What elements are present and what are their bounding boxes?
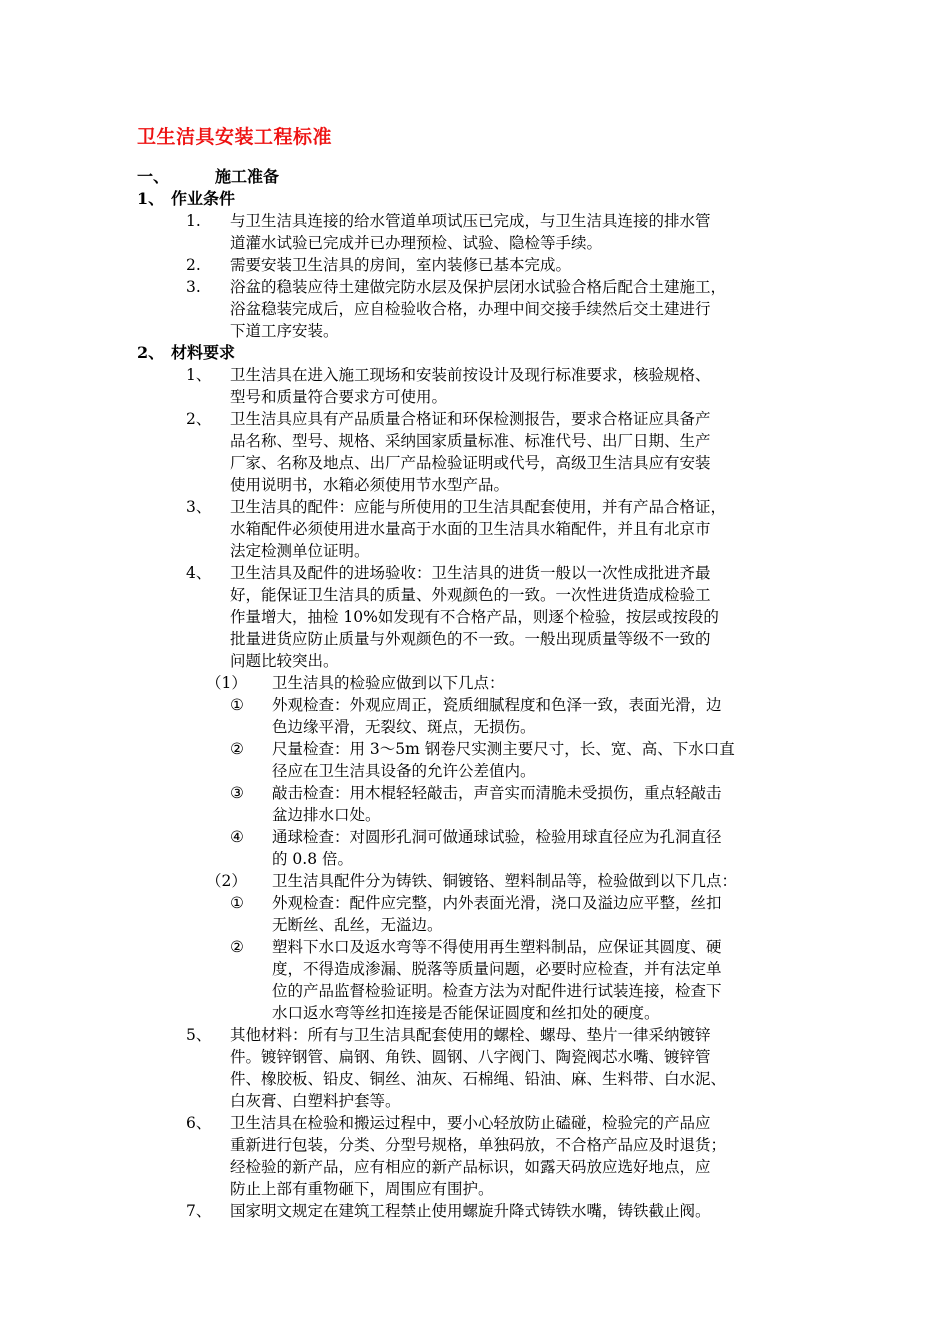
item-text-line: 尺量检查：用 3～5m 钢卷尺实测主要尺寸，长、宽、高、下水口直 — [272, 740, 735, 758]
subsection-label: 作业条件 — [171, 189, 236, 208]
item-text-line: 件。镀锌钢管、扁钢、角铁、圆钢、八字阀门、陶瓷阀芯水嘴、镀锌管 — [230, 1048, 711, 1066]
section-number: 一、 — [137, 167, 170, 186]
item-text-line: 卫生洁具在进入施工现场和安装前按设计及现行标准要求，核验规格、 — [230, 366, 711, 384]
item-text-line: 卫生洁具的检验应做到以下几点： — [272, 674, 505, 692]
item-number: ③ — [230, 784, 244, 802]
item-text-line: 位的产品监督检验证明。检查方法为对配件进行试装连接，检查下 — [272, 982, 722, 1000]
item-text-line: 卫生洁具应具有产品质量合格证和环保检测报告，要求合格证应具备产 — [230, 410, 711, 428]
item-text-line: 浴盆的稳装应待土建做完防水层及保护层闭水试验合格后配合土建施工， — [230, 278, 727, 296]
item-text-line: 卫生洁具在检验和搬运过程中，要小心轻放防止磕碰，检验完的产品应 — [230, 1114, 711, 1132]
item-number: ② — [230, 938, 244, 956]
subsection-number: 1、 — [137, 189, 165, 208]
item-text-line: 卫生洁具配件分为铸铁、铜镀铬、塑料制品等，检验做到以下几点： — [272, 872, 738, 890]
item-number: 1、 — [186, 366, 212, 384]
item-text-line: 卫生洁具及配件的进场验收：卫生洁具的进货一般以一次性成批进齐最 — [230, 564, 711, 582]
item-number: 5、 — [186, 1026, 212, 1044]
item-text-line: 卫生洁具的配件：应能与所使用的卫生洁具配套使用，并有产品合格证， — [230, 498, 727, 516]
item-number: （2） — [206, 872, 247, 890]
item-number: 4、 — [186, 564, 212, 582]
item-text-line: 需要安装卫生洁具的房间，室内装修已基本完成。 — [230, 256, 572, 274]
item-text-line: 件、橡胶板、铅皮、铜丝、油灰、石棉绳、铅油、麻、生料带、白水泥、 — [230, 1070, 727, 1088]
subsection-label: 材料要求 — [171, 343, 236, 362]
item-text-line: 防止上部有重物砸下，周围应有围护。 — [230, 1180, 494, 1198]
item-text-line: 外观检查：外观应周正，瓷质细腻程度和色泽一致，表面光滑，边 — [272, 696, 722, 714]
item-text-line: 批量进货应防止质量与外观颜色的不一致。一般出现质量等级不一致的 — [230, 630, 711, 648]
item-text-line: 型号和质量符合要求方可使用。 — [230, 388, 448, 406]
item-text-line: 问题比较突出。 — [230, 652, 339, 670]
item-text-line: 的 0.8 倍。 — [272, 850, 354, 868]
item-text-line: 无断丝、乱丝，无溢边。 — [272, 916, 443, 934]
item-text-line: 法定检测单位证明。 — [230, 542, 370, 560]
subsection-heading-materials — [137, 342, 235, 364]
item-number: 3. — [186, 278, 201, 296]
item-text-line: 好，能保证卫生洁具的质量、外观颜色的一致。一次性进货造成检验工 — [230, 586, 711, 604]
item-number: ① — [230, 894, 244, 912]
item-text-line: 其他材料：所有与卫生洁具配套使用的螺栓、螺母、垫片一律采纳镀锌 — [230, 1026, 711, 1044]
item-number: 1. — [186, 212, 201, 230]
item-text-line: 塑料下水口及返水弯等不得使用再生塑料制品，应保证其圆度、硬 — [272, 938, 722, 956]
item-text-line: 通球检查：对圆形孔洞可做通球试验，检验用球直径应为孔洞直径 — [272, 828, 722, 846]
item-number: 2、 — [186, 410, 212, 428]
item-number: ② — [230, 740, 244, 758]
subsection-number: 2、 — [137, 343, 165, 362]
item-text-line: 度，不得造成渗漏、脱落等质量问题，必要时应检查，并有法定单 — [272, 960, 722, 978]
item-number: 6、 — [186, 1114, 212, 1132]
item-text-line: 作量增大，抽检 10%如发现有不合格产品，则逐个检验，按层或按段的 — [230, 608, 719, 626]
item-number: （1） — [206, 674, 247, 692]
item-text-line: 下道工序安装。 — [230, 322, 339, 340]
item-text-line: 色边缘平滑，无裂纹、斑点，无损伤。 — [272, 718, 536, 736]
item-text-line: 品名称、型号、规格、采纳国家质量标准、标准代号、出厂日期、生产 — [230, 432, 711, 450]
item-text-line: 经检验的新产品，应有相应的新产品标识，如露天码放应选好地点，应 — [230, 1158, 711, 1176]
item-number: 7、 — [186, 1202, 212, 1220]
item-number: 2. — [186, 256, 201, 274]
item-text-line: 盆边排水口处。 — [272, 806, 381, 824]
subsection-heading-conditions — [137, 188, 235, 210]
item-number: 3、 — [186, 498, 212, 516]
item-text-line: 径应在卫生洁具设备的允许公差值内。 — [272, 762, 536, 780]
item-number: ① — [230, 696, 244, 714]
section-label: 施工准备 — [215, 167, 280, 186]
item-text-line: 白灰膏、白塑料护套等。 — [230, 1092, 401, 1110]
item-text-line: 浴盆稳装完成后，应自检验收合格，办理中间交接手续然后交土建进行 — [230, 300, 711, 318]
item-text-line: 水口返水弯等丝扣连接是否能保证圆度和丝扣处的硬度。 — [272, 1004, 660, 1022]
item-text-line: 国家明文规定在建筑工程禁止使用螺旋升降式铸铁水嘴，铸铁截止阀。 — [230, 1202, 711, 1220]
item-text-line: 与卫生洁具连接的给水管道单项试压已完成，与卫生洁具连接的排水管 — [230, 212, 711, 230]
item-text-line: 水箱配件必须使用进水量高于水面的卫生洁具水箱配件，并且有北京市 — [230, 520, 711, 538]
item-text-line: 厂家、名称及地点、出厂产品检验证明或代号，高级卫生洁具应有安装 — [230, 454, 711, 472]
item-text-line: 使用说明书，水箱必须使用节水型产品。 — [230, 476, 510, 494]
item-text-line: 外观检查：配件应完整，内外表面光滑，浇口及溢边应平整，丝扣 — [272, 894, 722, 912]
page-title: 卫生洁具安装工程标准 — [137, 126, 333, 148]
item-text-line: 敲击检查：用木棍轻轻敲击，声音实而清脆未受损伤，重点轻敲击 — [272, 784, 722, 802]
item-number: ④ — [230, 828, 244, 846]
item-text-line: 道灌水试验已完成并已办理预检、试验、隐检等手续。 — [230, 234, 603, 252]
item-text-line: 重新进行包装，分类、分型号规格，单独码放，不合格产品应及时退货； — [230, 1136, 727, 1154]
section-heading-preparation — [137, 166, 279, 188]
